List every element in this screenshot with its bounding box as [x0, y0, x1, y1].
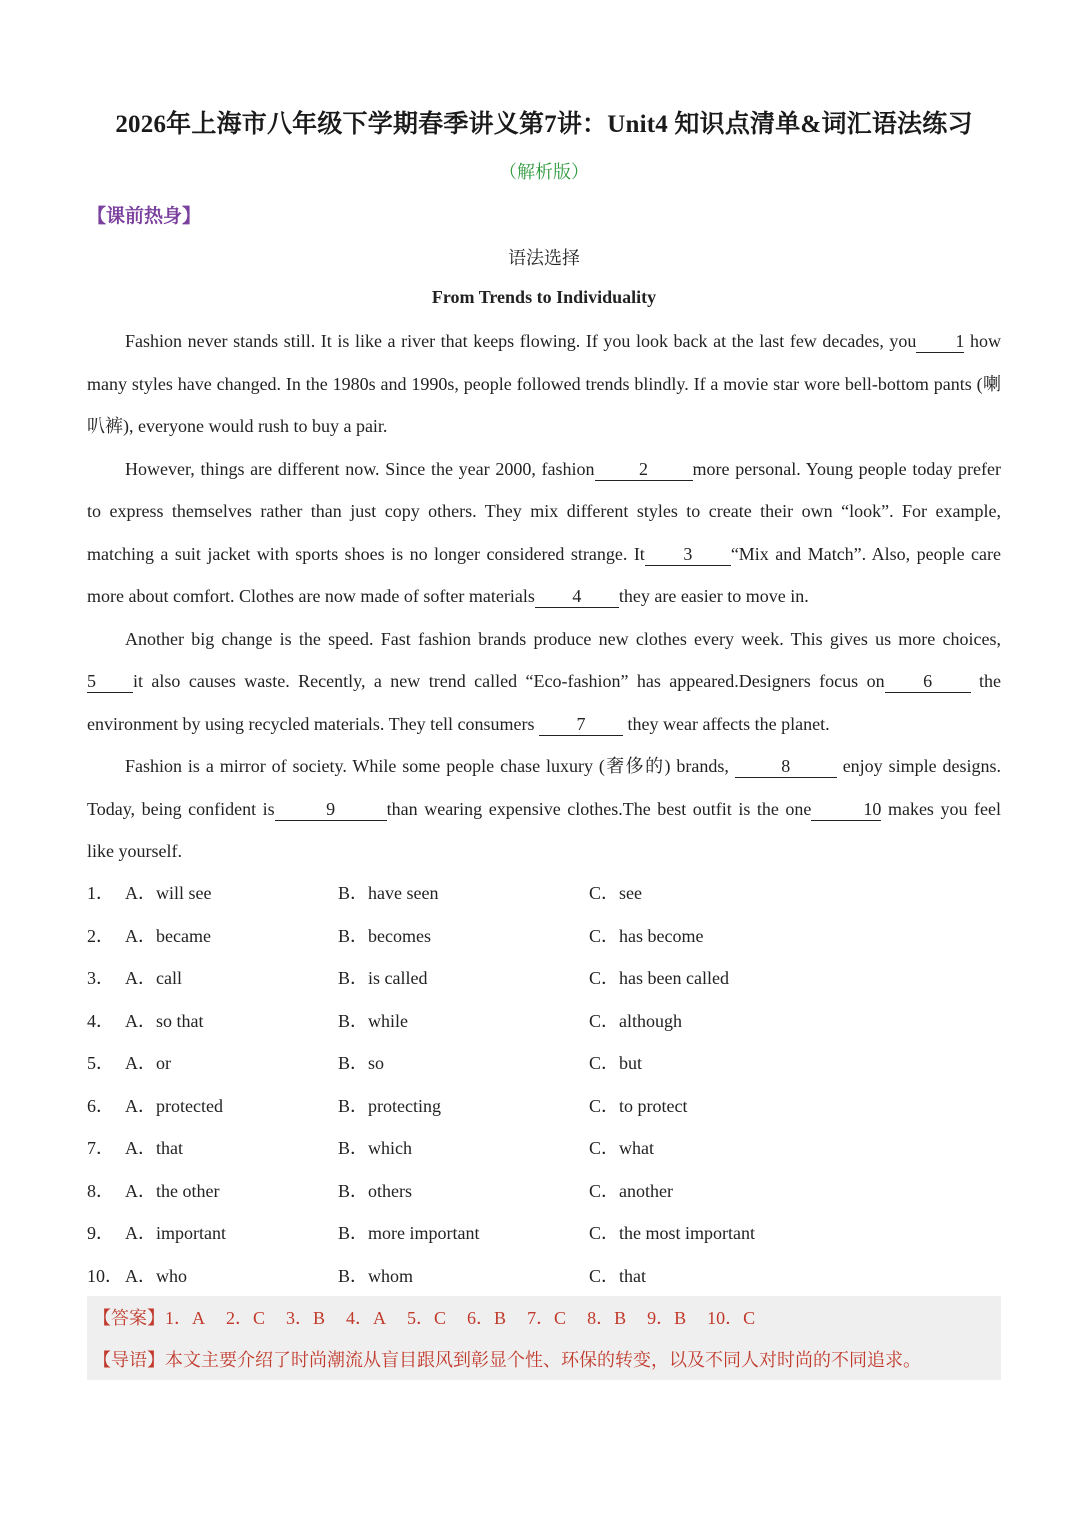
page-title: 2026年上海市八年级下学期春季讲义第7讲：Unit4 知识点清单&词汇语法练习 — [115, 111, 973, 138]
question-number: 8． — [87, 1180, 114, 1201]
question-number: 7． — [87, 1138, 114, 1158]
blank-3: 3 — [645, 543, 731, 566]
blank-4: 4 — [535, 585, 619, 608]
option-a: A．the other — [125, 1180, 220, 1201]
option-row — [87, 1000, 1001, 1043]
option-c: C．but — [589, 1053, 643, 1073]
text-span: how many styles have changed. In the 1980s and 1990s, people followed trends blindly. If a movie star wore bell-bottom pants (喇叭裤), everyone would rush to buy a pair. — [87, 331, 1001, 436]
option-a: A．call — [125, 968, 182, 988]
guide-label: 【导语】 — [93, 1350, 165, 1370]
question-number: 2． — [87, 925, 114, 946]
option-a: A．who — [125, 1265, 187, 1286]
passage — [87, 320, 1001, 873]
answer-box — [87, 1296, 1001, 1380]
option-c: C．that — [589, 1265, 646, 1286]
paragraph-4 — [87, 745, 1001, 873]
option-c: C．what — [589, 1138, 654, 1158]
question-number: 5． — [87, 1053, 114, 1073]
option-b: B．while — [338, 1010, 408, 1031]
option-c: C．to protect — [589, 1095, 688, 1116]
text-span: Fashion is a mirror of society. While some people chase luxury (奢侈的) brands, — [125, 756, 729, 776]
text-span: “Mix and Match”. Also, people care more about comfort. Clothes are now made of softer materials — [87, 543, 1001, 606]
guide-text: 本文主要介绍了时尚潮流从盲目跟风到彰显个性、环保的转变，以及不同人对时尚的不同追求。 — [165, 1350, 921, 1370]
option-row — [87, 1170, 1001, 1213]
options-list — [87, 872, 1001, 1297]
text-span: than wearing expensive clothes.The best outfit is the one — [386, 798, 812, 819]
answer-item: 3．B — [286, 1308, 326, 1328]
answer-item: 8．B — [587, 1308, 627, 1328]
blank-8: 8 — [735, 755, 837, 778]
text-span: it also causes waste. Recently, a new trend called “Eco-fashion” has appeared.Designers focus on — [133, 671, 885, 691]
page-subtitle: （解析版） — [499, 162, 589, 182]
option-b: B．more important — [338, 1223, 480, 1243]
question-number: 4． — [87, 1010, 114, 1031]
question-number: 3． — [87, 968, 114, 988]
blank-1: 1 — [916, 330, 964, 353]
paragraph-3 — [87, 618, 1001, 746]
text-span: the environment by using recycled materials. They tell consumers — [87, 671, 1002, 734]
option-b: B．which — [338, 1138, 412, 1158]
text-span: they are easier to move in. — [618, 586, 809, 606]
option-a: A．or — [125, 1053, 171, 1073]
answer-item: 7．C — [527, 1308, 567, 1328]
paragraph-1 — [87, 320, 1001, 448]
blank-2: 2 — [595, 458, 693, 481]
blank-9: 9 — [275, 798, 387, 821]
question-number: 6． — [87, 1095, 114, 1116]
blank-6: 6 — [885, 670, 971, 693]
option-c: C．another — [589, 1180, 673, 1201]
option-a: A．that — [125, 1138, 183, 1158]
option-a: A．protected — [125, 1095, 223, 1116]
question-number: 9． — [87, 1223, 114, 1243]
option-c: C．see — [589, 883, 642, 903]
option-row — [87, 1085, 1001, 1128]
option-row — [87, 1127, 1001, 1170]
text-span: enjoy simple designs. Today, being confident is — [87, 756, 1001, 819]
option-row — [87, 1042, 1001, 1085]
option-row — [87, 957, 1001, 1000]
blank-5: 5 — [87, 670, 133, 693]
answer-item: 10．C — [707, 1308, 756, 1328]
option-b: B．is called — [338, 968, 428, 988]
guide-line — [93, 1346, 921, 1372]
option-row — [87, 1255, 1001, 1298]
text-span: Another big change is the speed. Fast fashion brands produce new clothes every week. This gives us more choices, — [125, 628, 1001, 649]
answer-item: 2．C — [226, 1308, 266, 1328]
option-b: B．protecting — [338, 1095, 441, 1116]
answer-label: 【答案】 — [93, 1308, 165, 1328]
answer-item: 9．B — [647, 1308, 687, 1328]
blank-10: 10 — [811, 798, 881, 821]
text-span: they wear affects the planet. — [627, 713, 830, 734]
option-row — [87, 872, 1001, 915]
option-b: B．whom — [338, 1265, 414, 1286]
answer-item: 6．B — [467, 1308, 507, 1328]
option-c: C．the most important — [589, 1223, 755, 1243]
option-row — [87, 915, 1001, 958]
paragraph-2 — [87, 448, 1001, 618]
option-b: B．becomes — [338, 925, 431, 946]
answer-item: 4．A — [346, 1308, 387, 1328]
option-a: A．so that — [125, 1010, 204, 1031]
option-a: A．important — [125, 1223, 226, 1243]
text-span: more personal. Young people today prefer to express themselves rather than just copy others. They mix different styles to create their own “look”. For example, matching a suit jacket with sports shoes is no longer considered strange. It — [87, 458, 1001, 564]
option-a: A．will see — [125, 883, 212, 903]
option-row — [87, 1212, 1001, 1255]
option-a: A．became — [125, 925, 211, 946]
option-b: B．have seen — [338, 883, 439, 903]
option-c: C．has become — [589, 925, 704, 946]
warmup-label: 【课前热身】 — [87, 206, 202, 227]
option-c: C．although — [589, 1010, 682, 1031]
passage-title: From Trends to Individuality — [431, 287, 657, 307]
text-span: However, things are different now. Since the year 2000, fashion — [125, 458, 595, 479]
section-label: 语法选择 — [508, 248, 580, 268]
option-b: B．so — [338, 1053, 385, 1073]
question-number: 10． — [87, 1265, 123, 1286]
answer-item: 1．A — [165, 1308, 205, 1328]
answer-item: 5．C — [407, 1308, 447, 1328]
answer-line — [93, 1304, 776, 1330]
option-c: C．has been called — [589, 968, 729, 988]
text-span: makes you feel like yourself. — [87, 798, 1001, 861]
option-b: B．others — [338, 1180, 412, 1201]
blank-7: 7 — [539, 713, 623, 736]
text-span: Fashion never stands still. It is like a river that keeps flowing. If you look back at the last few decades, you — [125, 331, 917, 351]
question-number: 1． — [87, 883, 114, 903]
